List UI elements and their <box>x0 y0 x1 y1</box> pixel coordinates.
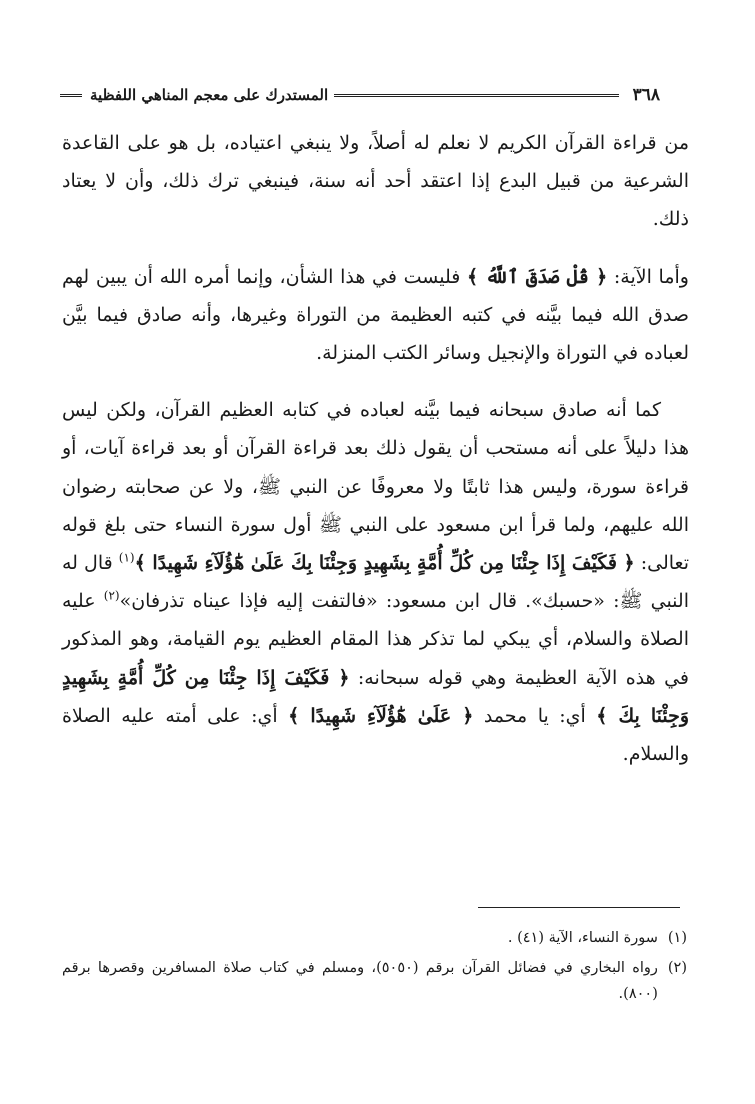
paragraph-3-text-d: أي: يا محمد <box>473 704 597 727</box>
footnote-2 <box>62 955 687 1007</box>
page-number: ٣٦٨ <box>632 85 660 105</box>
quran-verse-3: ﴿ عَلَىٰ هَٰٓؤُلَآءِ شَهِيدًا ﴾ <box>288 704 474 727</box>
footnote-1 <box>62 925 687 951</box>
body-text <box>62 124 689 773</box>
footnote-ref-1[interactable]: (١) <box>118 550 135 565</box>
paragraph-3-text-b: قال له النبي ﷺ: «حسبك». قال ابن مسعود: «فالتفت إليه فإذا عيناه تذرفان» <box>62 552 689 613</box>
quran-verse-2: ﴿ فَكَيْفَ إِذَا جِئْنَا مِن كُلِّ أُمَّةٍ بِشَهِيدٍ وَجِئْنَا بِكَ ﴾ <box>62 666 690 727</box>
footnote-text: رواه البخاري في فضائل القرآن برقم (٥٠٥٠)، ومسلم في كتاب صلاة المسافرين وقصرها برقم (٨٠٠). <box>62 960 658 1002</box>
footnote-number: (٢) <box>667 960 687 976</box>
header-rule-end <box>60 94 82 97</box>
footnote-ref-2[interactable]: (٢) <box>103 588 120 603</box>
paragraph-3 <box>62 391 689 773</box>
footnote-separator <box>478 907 680 908</box>
quran-verse-1: ﴿ فَكَيْفَ إِذَا جِئْنَا مِن كُلِّ أُمَّةٍ بِشَهِيدٍ وَجِئْنَا بِكَ عَلَىٰ هَٰٓؤُلَآءِ شَهِيدًا ﴾ <box>134 552 635 575</box>
running-title: المستدرك على معجم المناهي اللفظية <box>90 86 329 104</box>
paragraph-1: من قراءة القرآن الكريم لا نعلم له أصلاً، ولا ينبغي اعتياده، بل هو على القاعدة الشرعية من قبيل البدع إذا اعتقد أحد أنه سنة، فينبغي ترك ذلك، وأن لا يعتاد ذلك. <box>62 132 689 231</box>
footnotes <box>62 925 687 1011</box>
paragraph-3-text: كما أنه صادق سبحانه فيما بيَّنه لعباده في كتابه العظيم القرآن، ولكن ليس هذا دليلاً على أنه مستحب أن يقول ذلك بعد قراءة القرآن أو بعد قراءة آيات، أو قراءة سورة، وليس هذا ثابتًا ولا معروفًا عن النبي ﷺ، ولا عن صحابته رضوان الله عليهم، ولما قرأ ابن مسعود على النبي ﷺ أول سورة النساء حتى بلغ قوله تعالى: <box>62 399 689 575</box>
footnote-text: سورة النساء، الآية (٤١) . <box>507 930 658 946</box>
paragraph-3-text-e: أي: على أمته عليه الصلاة والسلام. <box>62 704 689 766</box>
paragraph-2-text: وأما الآية: <box>607 265 689 288</box>
paragraph-3-text-c: عليه الصلاة والسلام، أي يبكي لما تذكر هذا المقام العظيم يوم القيامة، وهو المذكور في هذه الآية العظيمة وهي قوله سبحانه: <box>62 590 689 689</box>
quran-verse: ﴿ قُلْ صَدَقَ ٱللَّهُ ﴾ <box>466 265 608 288</box>
paragraph-2 <box>62 258 689 373</box>
paragraph-2-text-cont: فليست في هذا الشأن، وإنما أمره الله أن يبين لهم صدق الله فيما بيَّنه في كتبه العظيمة من التوراة وغيرها، وأنه صادق فيما بيَّن لعباده في التوراة والإنجيل وسائر الكتب المنزلة. <box>62 265 689 365</box>
header-rule <box>334 94 618 97</box>
footnote-number: (١) <box>667 930 687 946</box>
running-header <box>60 84 660 106</box>
